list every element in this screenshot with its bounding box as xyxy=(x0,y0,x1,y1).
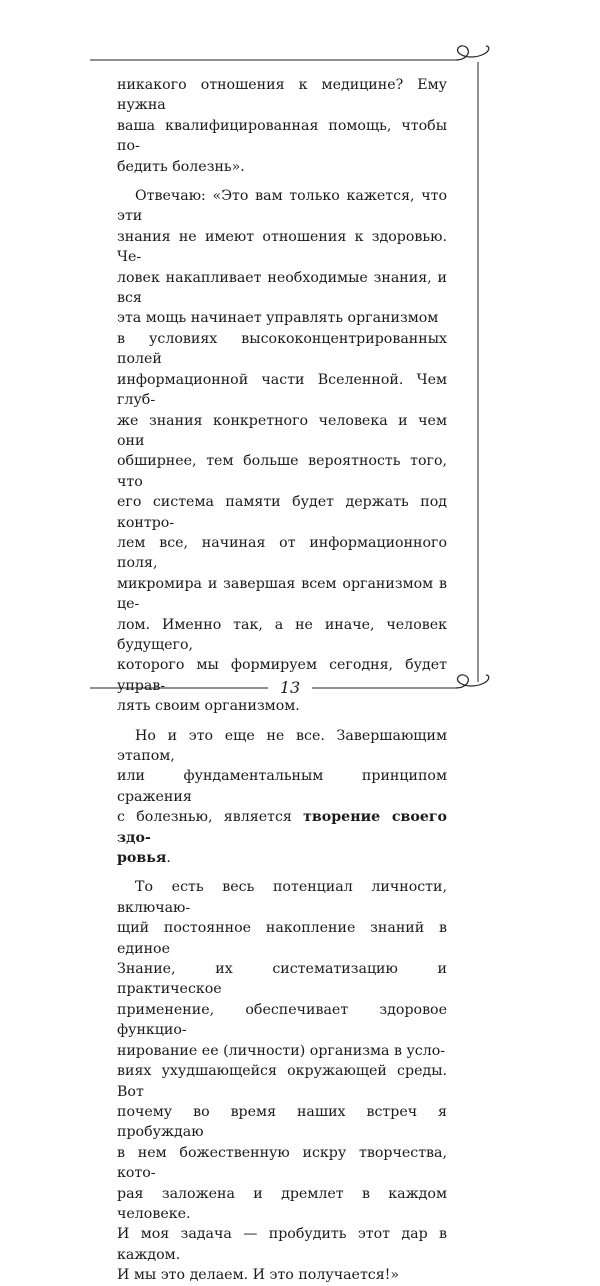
text-line: которого мы формируем сегодня, будет управ- xyxy=(117,657,447,694)
text-line: его система памяти будет держать под контро- xyxy=(117,494,447,531)
text-line: виях ухудшающейся окружающей среды. Вот xyxy=(117,1063,447,1100)
paragraph-2 xyxy=(117,186,447,717)
page-number: 13 xyxy=(279,678,301,697)
text-line: щий постоянное накопление знаний в единое xyxy=(117,920,447,957)
text-line: . xyxy=(166,850,171,867)
bottom-flourish-icon xyxy=(456,675,489,688)
text-line: Отвечаю: «Это вам только кажется, что эти xyxy=(117,188,447,225)
text-line: лом. Именно так, а не иначе, человек будущего, xyxy=(117,616,447,653)
bold-phrase-end: ровья xyxy=(117,850,167,867)
text-line: в нем божественную искру творчества, кото- xyxy=(117,1144,447,1182)
text-line: применение, обеспечивает здоровое функцио- xyxy=(117,1001,447,1039)
text-line: И мы это делаем. И это получается!» xyxy=(117,1267,400,1284)
paragraph-1 xyxy=(117,75,447,177)
text-line: с болезнью, является xyxy=(117,809,304,826)
paragraph-4 xyxy=(117,877,447,1285)
text-line: никакого отношения к медицине? Ему нужна xyxy=(117,77,447,114)
text-line: Знание, их систематизацию и практическое xyxy=(117,961,447,998)
text-line: информационной части Вселенной. Чем глуб- xyxy=(117,371,447,409)
text-line: лять своим организмом. xyxy=(117,698,300,715)
text-line: Но и это еще не все. Завершающим этапом, xyxy=(117,727,447,764)
text-line: эта мощь начинает управлять организмом xyxy=(117,310,439,327)
text-line: И моя задача — пробудить этот дар в каждом. xyxy=(117,1226,447,1263)
text-line: обширнее, тем больше вероятность того, что xyxy=(117,453,447,490)
text-line: лем все, начиная от информационного поля, xyxy=(117,534,447,572)
text-line: же знания конкретного человека и чем они xyxy=(117,412,447,449)
text-line: бедить болезнь». xyxy=(117,158,245,175)
text-line: ваша квалифицированная помощь, чтобы по- xyxy=(117,117,447,155)
paragraph-3 xyxy=(117,726,447,869)
text-line: или фундаментальным принципом сражения xyxy=(117,768,447,805)
text-line: почему во время наших встреч я пробуждаю xyxy=(117,1103,447,1141)
text-line: знания не имеют отношения к здоровью. Че- xyxy=(117,228,447,266)
text-line: микромира и завершая всем организмом в це- xyxy=(117,575,447,613)
top-flourish-icon xyxy=(456,46,489,60)
text-line: То есть весь потенциал личности, включаю- xyxy=(117,879,447,916)
text-line: в условиях высококонцентрированных полей xyxy=(117,330,447,368)
text-line: нирование ее (личности) организма в усло- xyxy=(117,1042,446,1059)
text-line: ловек накапливает необходимые знания, и вся xyxy=(117,269,447,307)
bold-phrase: творение своего здо- xyxy=(117,809,447,846)
text-line: рая заложена и дремлет в каждом человеке. xyxy=(117,1185,447,1222)
